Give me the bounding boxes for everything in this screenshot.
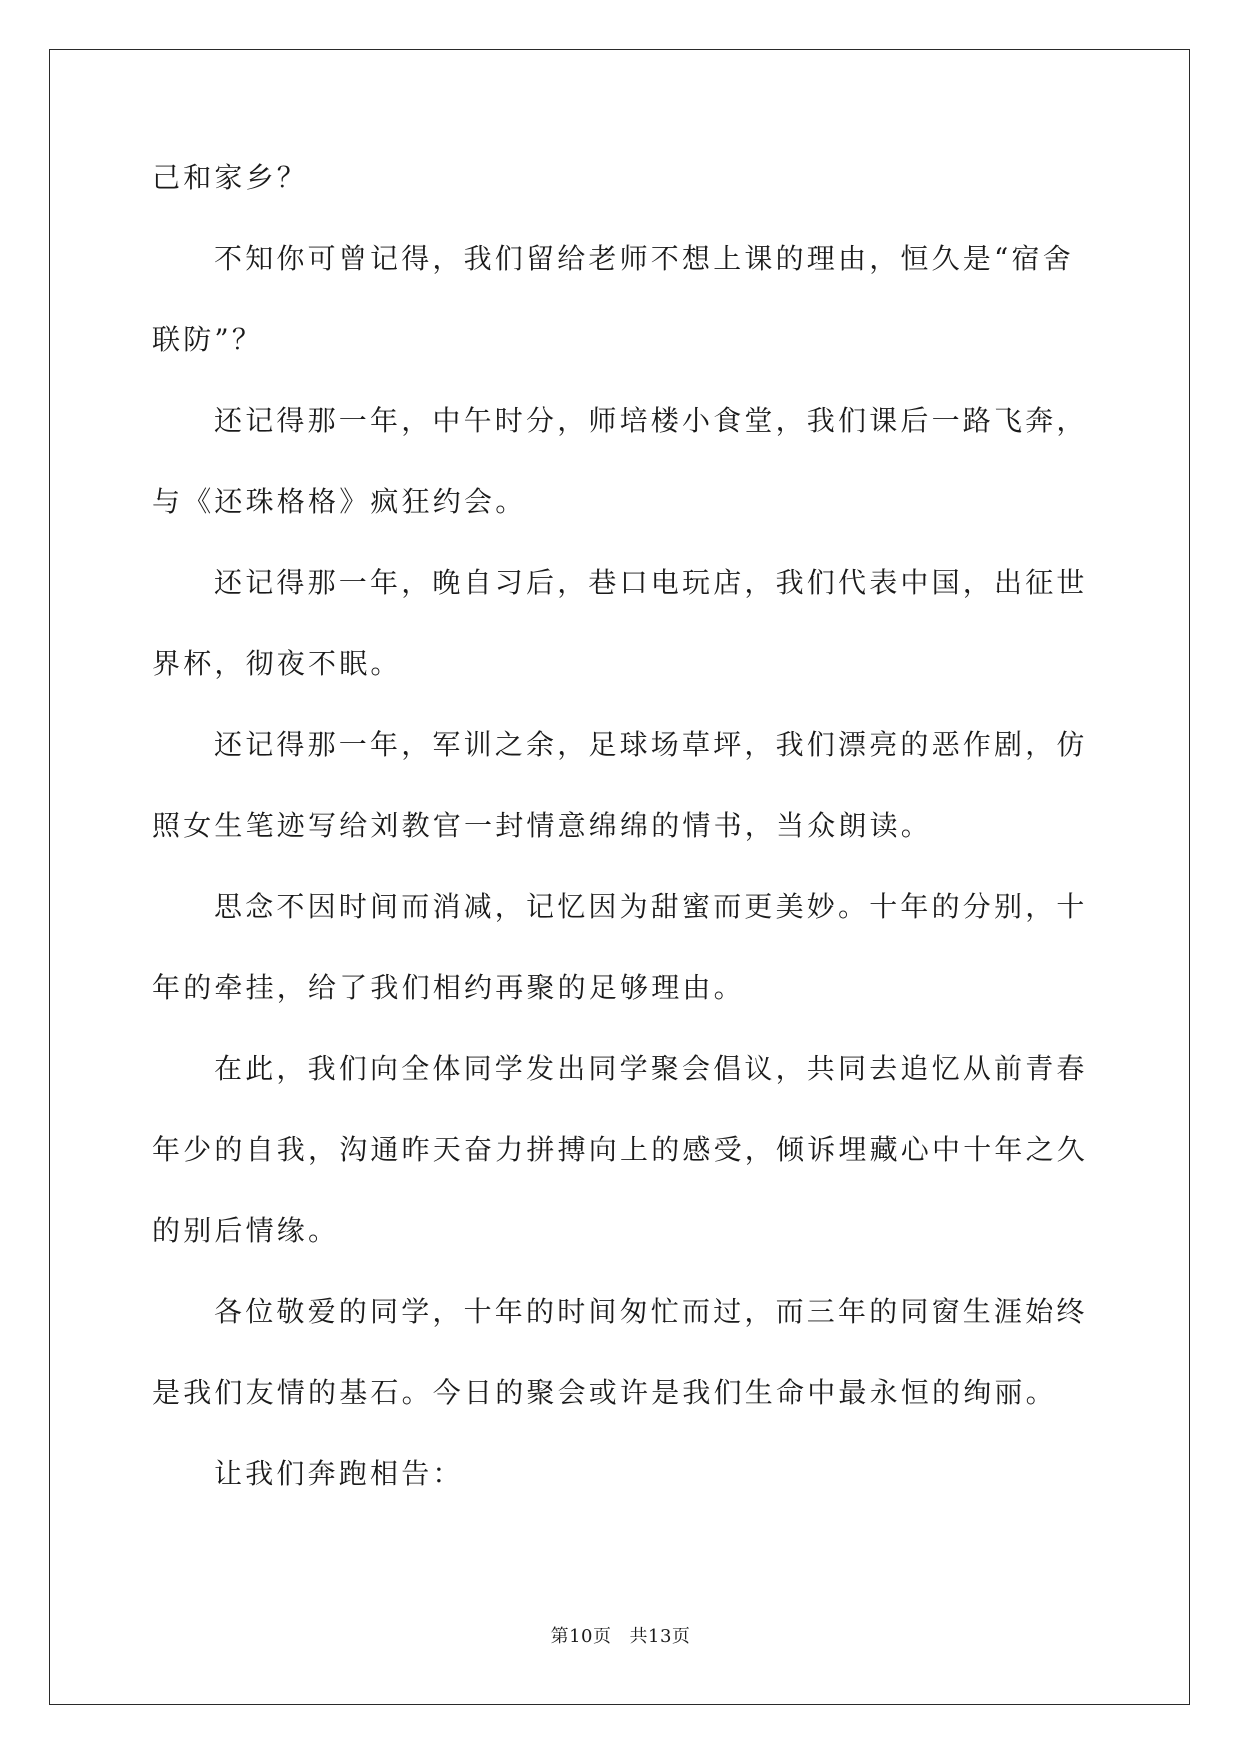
page-total: 共13页	[629, 1626, 691, 1647]
paragraph-first-line: 让我们奔跑相告：	[214, 1457, 464, 1490]
text-line: 是我们友情的基石。今日的聚会或许是我们生命中最永恒的绚丽。	[152, 1376, 1057, 1409]
paragraph-first-line: 不知你可曾记得，我们留给老师不想上课的理由，恒久是“宿舍	[214, 242, 1074, 275]
text-line: 界杯，彻夜不眠。	[152, 647, 402, 680]
paragraph-first-line: 各位敬爱的同学，十年的时间匆忙而过，而三年的同窗生涯始终	[214, 1295, 1088, 1328]
document-body	[152, 162, 1092, 1539]
page-footer	[0, 1622, 1241, 1648]
text-line: 与《还珠格格》疯狂约会。	[152, 485, 527, 518]
paragraph-first-line: 还记得那一年，晚自习后，巷口电玩店，我们代表中国，出征世	[214, 566, 1088, 599]
text-line: 己和家乡？	[152, 161, 309, 194]
paragraph-first-line: 还记得那一年，军训之余，足球场草坪，我们漂亮的恶作剧，仿	[214, 728, 1088, 761]
page-number: 第10页	[550, 1626, 612, 1647]
text-line: 照女生笔迹写给刘教官一封情意绵绵的情书，当众朗读。	[152, 809, 933, 842]
paragraph-first-line: 还记得那一年，中午时分，师培楼小食堂，我们课后一路飞奔，	[214, 404, 1088, 437]
text-line: 的别后情缘。	[152, 1214, 340, 1247]
text-line: 年少的自我，沟通昨天奋力拼搏向上的感受，倾诉埋藏心中十年之久	[152, 1133, 1089, 1166]
paragraph-first-line: 思念不因时间而消减，记忆因为甜蜜而更美妙。十年的分别，十	[214, 890, 1088, 923]
paragraph-first-line: 在此，我们向全体同学发出同学聚会倡议，共同去追忆从前青春	[214, 1052, 1088, 1085]
text-line: 联防”？	[152, 323, 264, 356]
text-line: 年的牵挂，给了我们相约再聚的足够理由。	[152, 971, 745, 1004]
